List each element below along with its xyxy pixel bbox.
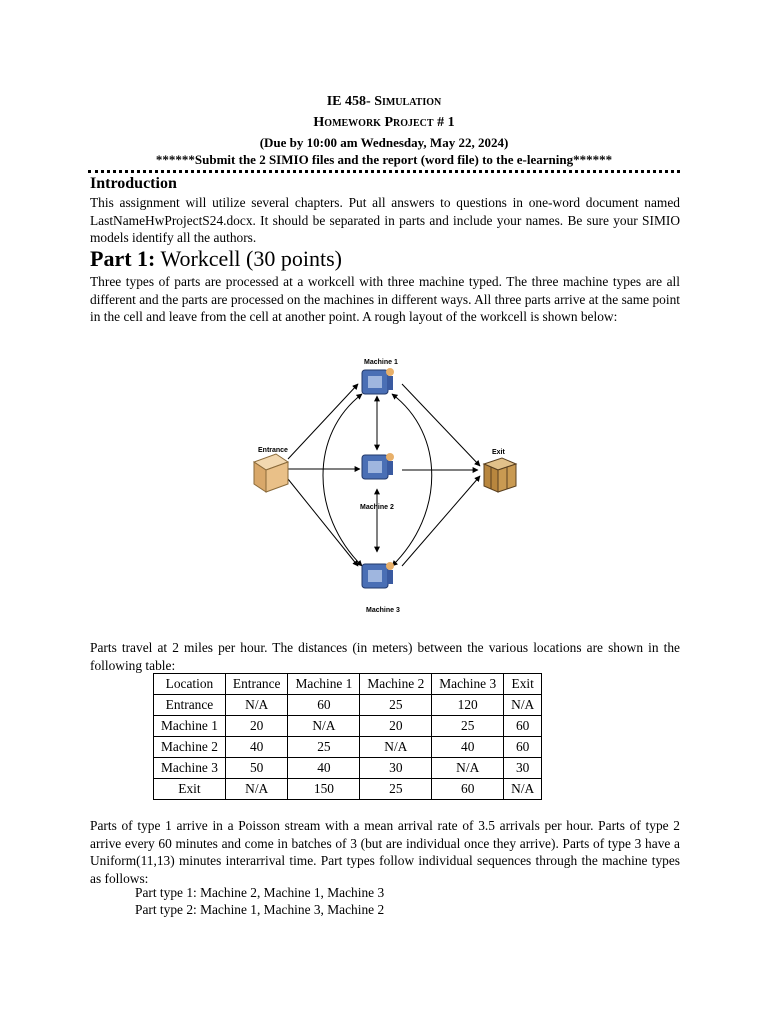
label-exit: Exit (492, 449, 505, 456)
entrance-icon (254, 454, 288, 492)
label-entrance: Entrance (258, 447, 288, 454)
table-cell: 20 (360, 716, 432, 737)
dotted-divider (88, 170, 680, 173)
part1-heading (90, 246, 342, 272)
table-header-cell: Machine 1 (288, 674, 360, 695)
table-header-cell: Machine 2 (360, 674, 432, 695)
table-cell: N/A (225, 695, 288, 716)
table-cell: 120 (432, 695, 504, 716)
distance-table (153, 673, 542, 800)
arrow-machine3-exit (402, 476, 480, 566)
table-cell: Exit (154, 779, 226, 800)
machine3-icon (362, 562, 394, 588)
table-cell: 25 (360, 695, 432, 716)
table-cell: 30 (504, 758, 542, 779)
course-title: IE 458- Simulation (326, 94, 442, 109)
table-cell: Machine 3 (154, 758, 226, 779)
intro-heading: Introduction (90, 175, 177, 192)
table-cell: N/A (432, 758, 504, 779)
table-cell: 40 (432, 737, 504, 758)
table-row (154, 758, 542, 779)
machine2-icon (362, 453, 394, 479)
table-cell: Machine 2 (154, 737, 226, 758)
table-cell: 150 (288, 779, 360, 800)
table-cell: N/A (504, 695, 542, 716)
table-cell: N/A (288, 716, 360, 737)
table-header-cell: Location (154, 674, 226, 695)
assignment-title: Homework Project # 1 (313, 115, 455, 130)
table-cell: 25 (360, 779, 432, 800)
part1-label: Part 1: (90, 246, 156, 271)
table-cell: 60 (432, 779, 504, 800)
workcell-layout-diagram (240, 354, 530, 616)
table-header-row (154, 674, 542, 695)
table-cell: 50 (225, 758, 288, 779)
due-date: (Due by 10:00 am Wednesday, May 22, 2024) (259, 135, 509, 150)
intro-paragraph: This assignment will utilize several chapters. Put all answers to questions in one-word document named LastNameHwProjectS24.docx. It should be separated in parts and include your names. Be sure your SIMIO models identify all the authors. (90, 195, 680, 246)
label-machine3: Machine 3 (366, 607, 400, 614)
table-cell: 40 (225, 737, 288, 758)
table-cell: 60 (504, 716, 542, 737)
sequence-part-type-2: Part type 2: Machine 1, Machine 3, Machine 2 (135, 902, 385, 917)
arrivals-paragraph: Parts of type 1 arrive in a Poisson stream with a mean arrival rate of 3.5 arrivals per hour. Parts of type 2 arrive every 60 minutes and come in batches of 3 (but are individual once they arrive). Parts of type 3 have a Uniform(11,13) minutes interarrival time. Part types follow individual sequences through the machine types as follows: (90, 818, 680, 886)
table-row (154, 737, 542, 758)
table-row (154, 779, 542, 800)
table-header-cell: Exit (504, 674, 542, 695)
table-cell: 25 (288, 737, 360, 758)
table-header-cell: Machine 3 (432, 674, 504, 695)
table-cell: 60 (504, 737, 542, 758)
table-row (154, 695, 542, 716)
arrow-entrance-machine3 (288, 479, 358, 566)
machine1-icon (362, 368, 394, 394)
table-cell: 20 (225, 716, 288, 737)
table-cell: N/A (360, 737, 432, 758)
part1-title: Workcell (30 points) (155, 246, 342, 271)
table-row (154, 716, 542, 737)
label-machine1: Machine 1 (364, 359, 398, 366)
arrow-machine1-machine3-left (323, 394, 362, 566)
exit-icon (484, 458, 516, 492)
table-cell: Entrance (154, 695, 226, 716)
arrow-entrance-machine1 (288, 384, 358, 459)
arrow-machine1-exit (402, 384, 480, 466)
arrow-machine1-machine3-right (392, 394, 432, 566)
travel-paragraph: Parts travel at 2 miles per hour. The distances (in meters) between the various locations are shown in the following table: (90, 640, 680, 673)
table-cell: 25 (432, 716, 504, 737)
label-machine2: Machine 2 (360, 504, 394, 511)
table-cell: N/A (504, 779, 542, 800)
part1-description: Three types of parts are processed at a workcell with three machine typed. The three machine types are all different and the parts are processed on the machines in different ways. All three parts arrive at the same point in the cell and leave from the cell at another point. A rough layout of the workcell is shown below: (90, 274, 680, 325)
table-cell: 60 (288, 695, 360, 716)
table-cell: Machine 1 (154, 716, 226, 737)
table-header-cell: Entrance (225, 674, 288, 695)
table-cell: N/A (225, 779, 288, 800)
submission-note: ******Submit the 2 SIMIO files and the report (word file) to the e-learning****** (155, 152, 613, 167)
table-cell: 30 (360, 758, 432, 779)
table-cell: 40 (288, 758, 360, 779)
sequence-part-type-1: Part type 1: Machine 2, Machine 1, Machine 3 (135, 885, 385, 900)
